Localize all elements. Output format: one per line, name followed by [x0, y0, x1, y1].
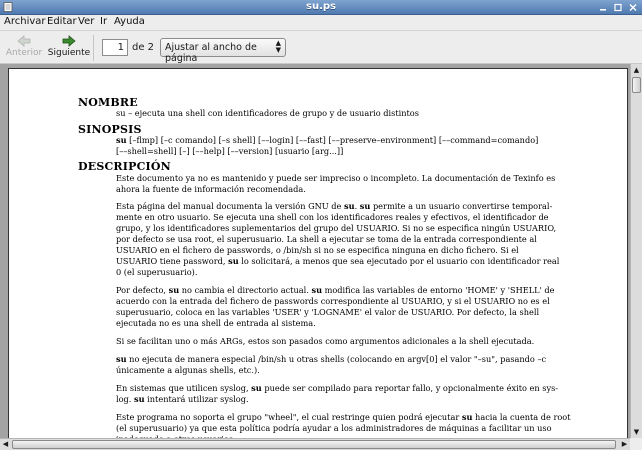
minimize-button[interactable]: [597, 2, 609, 13]
maximize-icon: [612, 2, 624, 13]
page-count: de 2: [132, 42, 155, 53]
scrollbar-corner: [630, 438, 642, 450]
next-page-button[interactable]: [47, 33, 91, 63]
close-icon: [627, 2, 639, 13]
zoom-select-value: Ajustar al ancho de página: [165, 42, 257, 64]
descripcion-line: Este programa no soporta el grupo "wheel", el cual restringe quien podrá ejecutar su hacia la cuenta de root: [116, 412, 571, 422]
sinopsis-args: [––shell=shell] [–] [––help] [––version] [usuario [arg...]]: [116, 146, 344, 156]
zoom-select[interactable]: [160, 38, 286, 64]
vertical-scrollbar[interactable]: [630, 64, 642, 438]
next-page-label: Siguiente: [47, 48, 91, 58]
scroll-left-icon[interactable]: ◀: [2, 440, 9, 448]
section-heading-nombre: NOMBRE: [78, 96, 138, 109]
descripcion-line: ejecutada no es una shell de entrada al sistema.: [116, 318, 316, 328]
section-heading-sinopsis: SINOPSIS: [78, 123, 142, 136]
document-page: [8, 68, 628, 448]
descripcion-line: USUARIO tiene password, su lo solicitará, a menos que sea ejecutado por el usuario con identificador real: [116, 256, 560, 266]
sinopsis-command: su: [116, 135, 127, 145]
descripcion-line: superusuario, coloca en las variables 'USER' y 'LOGNAME' el valor de USUARIO. Por defecto, la shell: [116, 307, 540, 317]
menu-ayuda[interactable]: Ayuda: [114, 16, 145, 27]
sinopsis-line: [116, 146, 556, 157]
horizontal-scrollbar[interactable]: [0, 438, 630, 450]
vertical-scroll-thumb[interactable]: [632, 77, 641, 93]
previous-page-label: Anterior: [5, 48, 43, 58]
menu-archivar[interactable]: Archivar: [4, 16, 46, 27]
scroll-right-icon[interactable]: ▶: [621, 440, 628, 448]
scroll-up-icon[interactable]: ▲: [633, 66, 640, 74]
descripcion-line: grupo, y los identificadores suplementarios del grupo del USUARIO. Si no se especifica ningún USUARIO,: [116, 223, 557, 233]
arrow-left-icon: [17, 35, 31, 47]
descripcion-line: Si se facilitan uno o más ARGs, estos son pasados como argumentos adicionales a la shell ejecutada.: [116, 336, 535, 346]
menu-ir[interactable]: Ir: [100, 16, 108, 27]
title-bar: [0, 0, 642, 15]
menu-bar: [0, 15, 642, 31]
sinopsis-line: [116, 135, 556, 146]
descripcion-line: únicamente a algunas shells, etc.).: [116, 365, 260, 375]
descripcion-line: Por defecto, su no cambia el directorio actual. su modifica las variables de entorno 'HOME' y 'SHELL' de: [116, 285, 555, 295]
page-number-input[interactable]: 1: [102, 39, 128, 56]
previous-page-button[interactable]: [4, 33, 44, 63]
descripcion-line: mente en otro usuario. Se ejecuta una shell con los identificadores reales y efectivos, el identificador de: [116, 212, 549, 222]
minimize-icon: [597, 2, 609, 13]
menu-ver[interactable]: Ver: [78, 16, 95, 27]
descripcion-line: 0 (el superusuario).: [116, 267, 198, 277]
toolbar: [0, 31, 642, 64]
descripcion-line: USUARIO en el fichero de passwords, o /bin/sh si no se especifica ninguna en dicho fichero. Si el: [116, 245, 519, 255]
descripcion-line: acuerdo con la entrada del fichero de passwords correspondiente al USUARIO, y si el USUARIO no es el: [116, 296, 550, 306]
maximize-button[interactable]: [612, 2, 624, 13]
descripcion-line: Esta página del manual documenta la versión GNU de su. su permite a un usuario convertirse temporal-: [116, 201, 553, 211]
descripcion-line: (el superusuario) ya que esta política podría ayudar a los administradores de máquinas a facilitar un uso: [116, 423, 552, 433]
document-view[interactable]: [0, 64, 630, 438]
menu-editar[interactable]: Editar: [47, 16, 77, 27]
nombre-text: su – ejecuta una shell con identificadores de grupo y de usuario distintos: [116, 108, 419, 118]
updown-arrows-icon: ▲ ▼: [275, 39, 281, 54]
close-button[interactable]: [627, 2, 639, 13]
descripcion-line: En sistemas que utilicen syslog, su puede ser compilado para reportar fallo, y opcionalmente éxito en sys-: [116, 383, 559, 393]
arrow-right-icon: [62, 35, 76, 47]
descripcion-line: log. su intentará utilizar syslog.: [116, 394, 249, 404]
window-title: su.ps: [306, 1, 336, 12]
descripcion-line: ahora la fuente de información recomendada.: [116, 184, 306, 194]
descripcion-line: por defecto se usa root, el superusuario. La shell a ejecutar se toma de la entrada correspondiente al: [116, 234, 537, 244]
sinopsis-args: [–flmp] [–c comando] [–s shell] [––login] [––fast] [––preserve–environment] [––command=comando]: [126, 135, 539, 145]
scroll-down-icon[interactable]: ▼: [633, 428, 640, 436]
descripcion-line: Este documento ya no es mantenido y puede ser impreciso o incompleto. La documentación de Texinfo es: [116, 173, 556, 183]
descripcion-line: su no ejecuta de manera especial /bin/sh u otras shells (colocando en argv[0] el valor "–su", pasando –c: [116, 354, 547, 364]
section-heading-descripcion: DESCRIPCIÓN: [78, 160, 171, 173]
horizontal-scroll-thumb[interactable]: [12, 440, 616, 449]
toolbar-separator: [93, 35, 94, 61]
